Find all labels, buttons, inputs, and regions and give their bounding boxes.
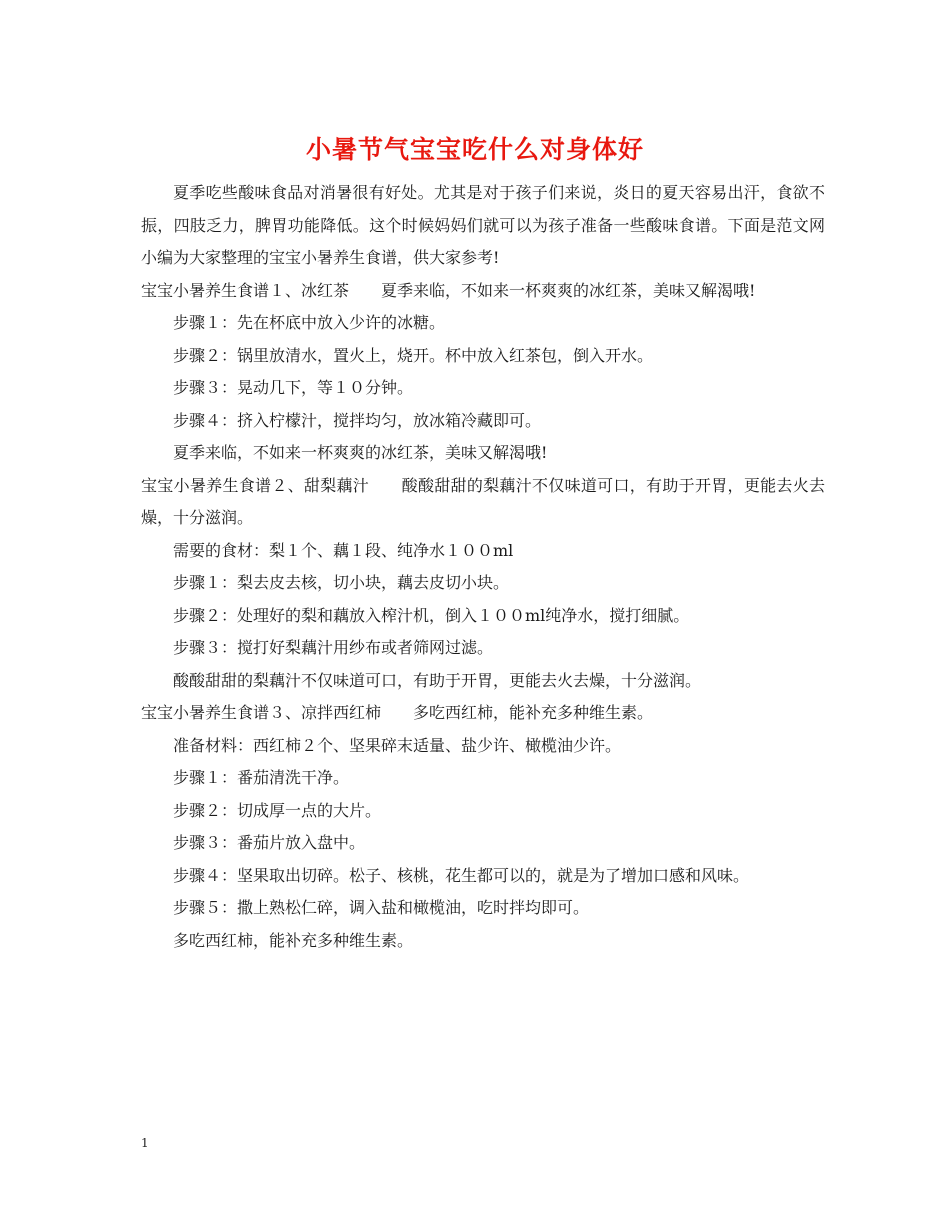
paragraph: 步骤１：先在杯底中放入少许的冰糖。	[173, 313, 446, 332]
paragraph: 步骤３：搅打好梨藕汁用纱布或者筛网过滤。	[173, 638, 494, 657]
paragraph: 步骤１：番茄清洗干净。	[173, 768, 350, 787]
paragraph: 步骤２：处理好的梨和藕放入榨汁机，倒入１００ml纯净水，搅打细腻。	[173, 605, 690, 625]
paragraph: 准备材料：西红柿２个、坚果碎末适量、盐少许、橄榄油少许。	[173, 735, 622, 755]
paragraph: 步骤１：梨去皮去核，切小块，藕去皮切小块。	[173, 573, 510, 592]
paragraph: 步骤２：切成厚一点的大片。	[173, 800, 382, 820]
paragraph: 步骤４：坚果取出切碎。松子、核桃，花生都可以的，就是为了增加口感和风味。	[173, 865, 750, 885]
paragraph: 宝宝小暑养生食谱１、冰红茶 夏季来临，不如来一杯爽爽的冰红茶，美味又解渴哦!	[141, 280, 756, 300]
page-title: 小暑节气宝宝吃什么对身体好	[305, 135, 644, 164]
paragraph: 步骤３：晃动几下，等１０分钟。	[173, 378, 414, 397]
paragraph: 步骤４：挤入柠檬汁，搅拌均匀，放冰箱冷藏即可。	[173, 410, 542, 430]
document-body	[141, 177, 825, 957]
paragraph: 多吃西红柿，能补充多种维生素。	[173, 930, 414, 950]
paragraph: 步骤２：锅里放清水，置火上，烧开。杯中放入红茶包，倒入开水。	[173, 345, 654, 365]
paragraph: 步骤３：番茄片放入盘中。	[173, 833, 366, 852]
paragraph: 夏季吃些酸味食品对消暑很有好处。尤其是对于孩子们来说，炎日的夏天容易出汗，食欲不振，四肢乏力，脾胃功能降低。这个时候妈妈们就可以为孩子准备一些酸味食谱。下面是范文网小编为大家整理的宝宝小暑养生食谱，供大家参考!	[141, 183, 825, 267]
paragraph: 夏季来临，不如来一杯爽爽的冰红茶，美味又解渴哦!	[173, 443, 548, 462]
paragraph: 需要的食材：梨１个、藕１段、纯净水１００ml	[173, 540, 514, 560]
paragraph: 酸酸甜甜的梨藕汁不仅味道可口，有助于开胃，更能去火去燥，十分滋润。	[173, 670, 702, 690]
paragraph: 步骤５：撒上熟松仁碎，调入盐和橄榄油，吃时拌均即可。	[173, 898, 590, 917]
paragraph: 宝宝小暑养生食谱３、凉拌西红柿 多吃西红柿，能补充多种维生素。	[141, 703, 654, 722]
page-number: 1	[141, 1136, 149, 1150]
paragraph: 宝宝小暑养生食谱２、甜梨藕汁 酸酸甜甜的梨藕汁不仅味道可口，有助于开胃，更能去火去燥，十分滋润。	[141, 475, 825, 527]
